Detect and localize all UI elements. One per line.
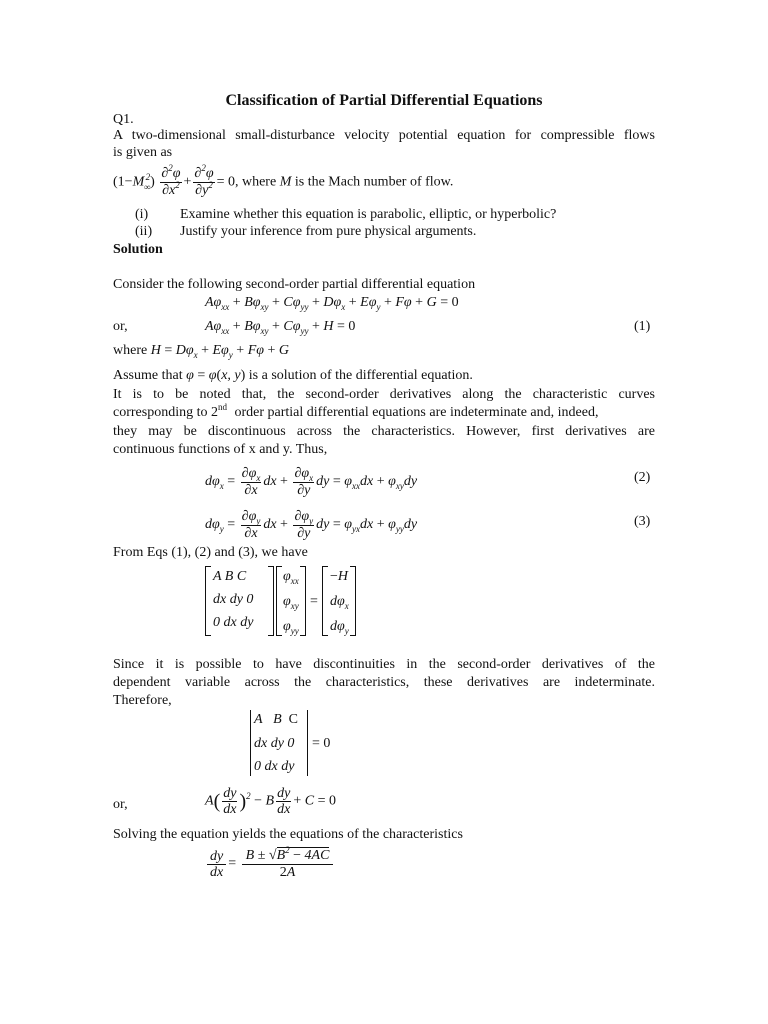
det-row-1: A B C bbox=[254, 712, 298, 727]
matrix-row-1: A B C bbox=[213, 569, 247, 584]
eq-number-2: (2) bbox=[634, 470, 651, 485]
general-pde: $A\varphi_{xx} + B\varphi_{xy} + C\varphi_{yy} + D\varphi_x + E\varphi_y + F\varphi + G = 0$ bbox=[205, 295, 459, 312]
equation-3: $d\varphi_y$ = $\frac{\partial\varphi_y}{\partial x}$ dx + $\frac{\partial\varphi_y}{\partial y}$ dy = $\varphi_{yx}dx + \varphi_{yy}dy$ bbox=[205, 509, 418, 541]
matrix-right-bracket bbox=[268, 566, 274, 636]
item-text-1: Examine whether this equation is parabolic, elliptic, or hyperbolic? bbox=[180, 207, 557, 222]
rhs-left-bracket bbox=[322, 566, 328, 636]
matrix-left-bracket bbox=[205, 566, 211, 636]
characteristic-quadratic: A( $\frac{dy}{dx}$ )$^2$ − B $\frac{dy}{dx}$ + C = 0 bbox=[205, 786, 336, 817]
det-right-bar bbox=[307, 710, 308, 776]
det-equals-zero: = 0 bbox=[312, 736, 331, 751]
paragraph-1-line-4: continuous functions of x and y. Thus, bbox=[113, 442, 328, 457]
para1-line2-end: order partial differential equations are indeterminate and, indeed, bbox=[234, 405, 599, 420]
paragraph-2-line-2: dependent variable across the characteristics, these derivatives are indeterminate. bbox=[113, 675, 655, 690]
para1-line2-start: corresponding to 2 bbox=[113, 405, 218, 420]
item-text-2: Justify your inference from pure physical arguments. bbox=[180, 224, 477, 239]
det-row-3: 0 dx dy bbox=[254, 759, 295, 774]
document-page: Classification of Partial Differential Equations Q1. A two-dimensional small-disturbance velocity potential equation for compressible flows is given as $(1-M_\infty^2)$ $\frac{\partial^2\varphi}{\partial x^2}$ + $\frac{\partial^2\varphi}{\partial y^2}$ = 0, where M is the Mach number of flow. (i) Examine whether this equation is parabolic, elliptic, or hyperbolic? (ii) Justify your inference from pure physical arguments. Solution Consider the following second-order partial differential equation $A\varphi_{xx} + B\varphi_{xy} + C\varphi_{yy} + D\varphi_x + E\varphi_y + F\varphi + G = 0$ or, $A\varphi_{xx} + B\varphi_{xy} + C\varphi_{yy} + H = 0$ (1) where $H = D\varphi_x + E\varphi_y + F\varphi + G$ Assume that φ = φ(x, y) is a solution of the differential equation. It is to be noted that, the second-order derivatives along the characteristic curves corresponding to 2nd order partial differential equations are indeterminate and, indeed, they may be discontinuous across the characteristics. However, first derivatives are continuous functions of x and y. Thus, $d\varphi_x$ = $\frac{\partial\varphi_x}{\partial x}$ dx + $\frac{\partial\varphi_x}{\partial y}$ dy = $\varphi_{xx}dx + \varphi_{xy}dy$ (2) $d\varphi_y$ = $\frac{\partial\varphi_y}{\partial x}$ dx + $\frac{\partial\varphi_y}{\partial y}$ dy = $\varphi_{yx}dx + \varphi_{yy}dy$ (3) From Eqs (1), (2) and (3), we have A B C dx dy 0 0 dx dy $\varphi_{xx}$ $\varphi_{xy}$ $\varphi_{yy}$ = −H $d\varphi_x$ $d\varphi_y$ Since it is possible to have discontinuities in the second-order derivatives of the dependent variable across the characteristics, these derivatives are indeterminate. Therefore, A B C dx dy 0 0 dx dy = 0 or, A( $\frac{dy}{dx}$ )$^2$ − B $\frac{dy}{dx}$ + C = 0 Solving the equation yields the equations of the characteristics $\frac{dy}{dx}$ = $\frac{B \pm √B^2 - 4AC}{2A}$ bbox=[0, 0, 768, 1024]
given-eq-tail: is the Mach number of flow. bbox=[294, 174, 454, 190]
solution-heading: Solution bbox=[113, 242, 163, 257]
from-eqs-text: From Eqs (1), (2) and (3), we have bbox=[113, 545, 308, 560]
given-eq-suffix: , where bbox=[234, 174, 277, 190]
vector-left-bracket bbox=[276, 566, 282, 636]
consider-text: Consider the following second-order partial differential equation bbox=[113, 277, 476, 292]
paragraph-1-line-1: It is to be noted that, the second-order derivatives along the characteristic curves bbox=[113, 387, 655, 402]
paragraph-2-line-1: Since it is possible to have discontinuities in the second-order derivatives of the bbox=[113, 657, 655, 672]
ordinal-superscript: nd bbox=[217, 402, 227, 412]
given-equation: $(1-M_\infty^2)$ $\frac{\partial^2\varphi}{\partial x^2}$ + $\frac{\partial^2\varphi}{\partial y^2}$ = 0, where M is the Mach number of flow. bbox=[113, 163, 454, 198]
det-left-bar bbox=[250, 710, 251, 776]
equation-1: $A\varphi_{xx} + B\varphi_{xy} + C\varphi_{yy} + H = 0$ bbox=[205, 319, 356, 336]
matrix-row-2: dx dy 0 bbox=[213, 592, 254, 607]
characteristics-formula: $\frac{dy}{dx}$ = $\frac{B \pm √B^2 - 4AC}{2A}$ bbox=[205, 848, 335, 880]
paragraph-1-line-2 bbox=[113, 402, 655, 421]
intro-line-1: A two-dimensional small-disturbance velocity potential equation for compressible flows bbox=[113, 128, 655, 143]
eq-number-3: (3) bbox=[634, 514, 651, 529]
question-label: Q1. bbox=[113, 112, 134, 127]
intro-line-2: is given as bbox=[113, 145, 173, 160]
item-marker-1: (i) bbox=[135, 207, 149, 222]
eq-number-1: (1) bbox=[634, 319, 651, 334]
item-marker-2: (ii) bbox=[135, 224, 153, 239]
equation-2: $d\varphi_x$ = $\frac{\partial\varphi_x}{\partial x}$ dx + $\frac{\partial\varphi_x}{\partial y}$ dy = $\varphi_{xx}dx + \varphi_{xy}dy$ bbox=[205, 466, 418, 498]
assume-tail: is a solution of the differential equation. bbox=[248, 368, 473, 383]
det-row-2: dx dy 0 bbox=[254, 736, 295, 751]
assume-line: Assume that φ = φ(x, y) is a solution of the differential equation. bbox=[113, 368, 473, 383]
paragraph-1-line-3: they may be discontinuous across the characteristics. However, first derivatives are bbox=[113, 424, 655, 439]
rhs-right-bracket bbox=[350, 566, 356, 636]
matrix-row-3: 0 dx dy bbox=[213, 615, 254, 630]
solving-text: Solving the equation yields the equations of the characteristics bbox=[113, 827, 463, 842]
where-label: where bbox=[113, 343, 148, 358]
assume-label: Assume that bbox=[113, 368, 183, 383]
paragraph-2-line-3: Therefore, bbox=[113, 693, 172, 708]
mach-symbol: M bbox=[279, 174, 292, 190]
or-label-2: or, bbox=[113, 797, 128, 812]
or-label-1: or, bbox=[113, 319, 128, 334]
where-line: where $H = D\varphi_x + E\varphi_y + F\varphi + G$ bbox=[113, 343, 290, 360]
page-title: Classification of Partial Differential Equations bbox=[225, 92, 543, 109]
vector-right-bracket bbox=[300, 566, 306, 636]
